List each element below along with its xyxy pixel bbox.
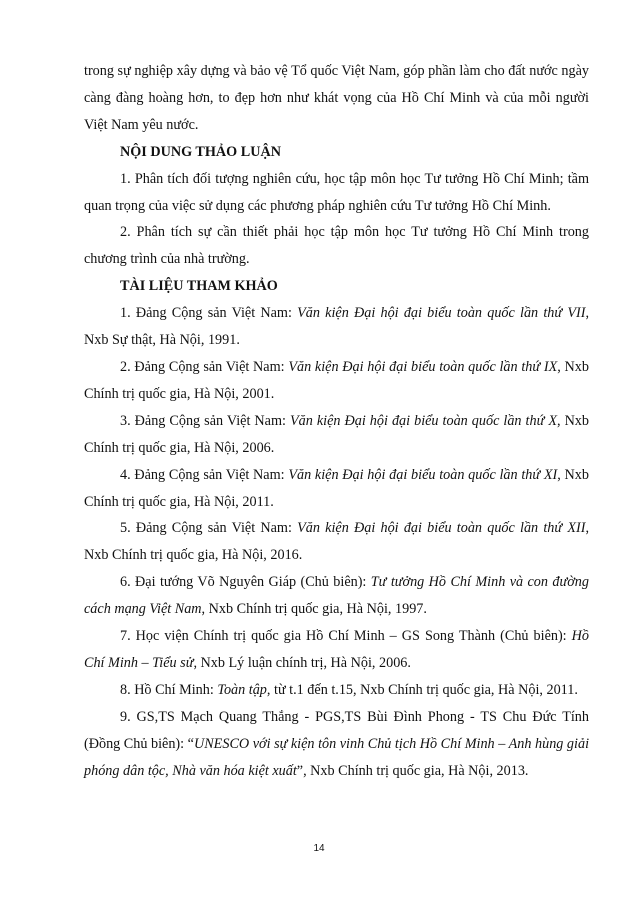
reference-author: 6. Đại tướng Võ Nguyên Giáp (Chủ biên):: [120, 574, 371, 591]
reference-publisher: , Nxb Chính trị quốc gia, Hà Nội, 2006.: [84, 412, 589, 456]
reference-list: [84, 300, 589, 784]
references-heading: TÀI LIỆU THAM KHẢO: [120, 278, 278, 295]
reference-item: [84, 300, 589, 354]
reference-item: [84, 408, 589, 462]
reference-title: Tư tưởng Hồ Chí Minh và con đường cách mạng Việt Nam: [84, 574, 589, 618]
reference-title: Toàn tập: [217, 681, 267, 698]
reference-title: Văn kiện Đại hội đại biểu toàn quốc lần thứ IX: [288, 358, 558, 375]
reference-title: Văn kiện Đại hội đại biểu toàn quốc lần thứ X: [289, 412, 557, 429]
reference-publisher: ”, Nxb Chính trị quốc gia, Hà Nội, 2013.: [296, 762, 529, 779]
reference-item: [84, 623, 589, 677]
reference-publisher: , từ t.1 đến t.15, Nxb Chính trị quốc gia, Hà Nội, 2011.: [266, 681, 578, 698]
reference-publisher: , Nxb Chính trị quốc gia, Hà Nội, 1997.: [201, 601, 427, 618]
reference-title: Văn kiện Đại hội đại biểu toàn quốc lần thứ XII: [297, 520, 586, 537]
reference-author: 7. Học viện Chính trị quốc gia Hồ Chí Minh – GS Song Thành (Chủ biên):: [120, 628, 572, 645]
reference-publisher: , Nxb Chính trị quốc gia, Hà Nội, 2001.: [84, 358, 589, 402]
discussion-item: 1. Phân tích đối tượng nghiên cứu, học tập môn học Tư tưởng Hồ Chí Minh; tầm quan trọng của việc sử dụng các phương pháp nghiên cứu Tư tưởng Hồ Chí Minh.: [84, 170, 589, 214]
reference-item: [84, 569, 589, 623]
page-body: [84, 58, 589, 784]
reference-item: [84, 462, 589, 516]
reference-author: 1. Đảng Cộng sản Việt Nam:: [120, 305, 298, 322]
reference-item: [84, 704, 589, 785]
reference-publisher: , Nxb Chính trị quốc gia, Hà Nội, 2016.: [84, 520, 589, 564]
reference-publisher: , Nxb Sự thật, Hà Nội, 1991.: [84, 305, 589, 349]
reference-author: 5. Đảng Cộng sản Việt Nam:: [120, 520, 298, 537]
reference-author: 3. Đảng Cộng sản Việt Nam:: [120, 412, 290, 429]
reference-item: [84, 515, 589, 569]
reference-item: [84, 354, 589, 408]
reference-author: 9. GS,TS Mạch Quang Thắng - PGS,TS Bùi Đình Phong - TS Chu Đức Tính (Đồng Chủ biên): “: [84, 708, 589, 752]
reference-title: Văn kiện Đại hội đại biểu toàn quốc lần thứ XI: [288, 466, 558, 483]
reference-title: UNESCO với sự kiện tôn vinh Chủ tịch Hồ Chí Minh – Anh hùng giải phóng dân tộc, Nhà văn hóa kiệt xuất: [84, 735, 590, 779]
discussion-heading: NỘI DUNG THẢO LUẬN: [120, 143, 281, 160]
discussion-item: 2. Phân tích sự cần thiết phải học tập môn học Tư tưởng Hồ Chí Minh trong chương trình của nhà trường.: [84, 224, 589, 268]
intro-paragraph: trong sự nghiệp xây dựng và bảo vệ Tổ quốc Việt Nam, góp phần làm cho đất nước ngày càng đàng hoàng hơn, to đẹp hơn như khát vọng của Hồ Chí Minh và của mỗi người Việt Nam yêu nước.: [84, 63, 589, 133]
reference-title: Hồ Chí Minh – Tiểu sử: [84, 628, 589, 671]
reference-author: 4. Đảng Cộng sản Việt Nam:: [120, 466, 289, 483]
reference-publisher: , Nxb Lý luận chính trị, Hà Nội, 2006.: [193, 654, 411, 671]
reference-author: 8. Hồ Chí Minh:: [120, 681, 218, 698]
reference-item: [84, 677, 589, 704]
reference-author: 2. Đảng Cộng sản Việt Nam:: [120, 358, 289, 375]
reference-title: Văn kiện Đại hội đại biểu toàn quốc lần thứ VII: [297, 305, 586, 322]
reference-publisher: , Nxb Chính trị quốc gia, Hà Nội, 2011.: [84, 466, 589, 510]
page-number: 14: [313, 843, 325, 854]
